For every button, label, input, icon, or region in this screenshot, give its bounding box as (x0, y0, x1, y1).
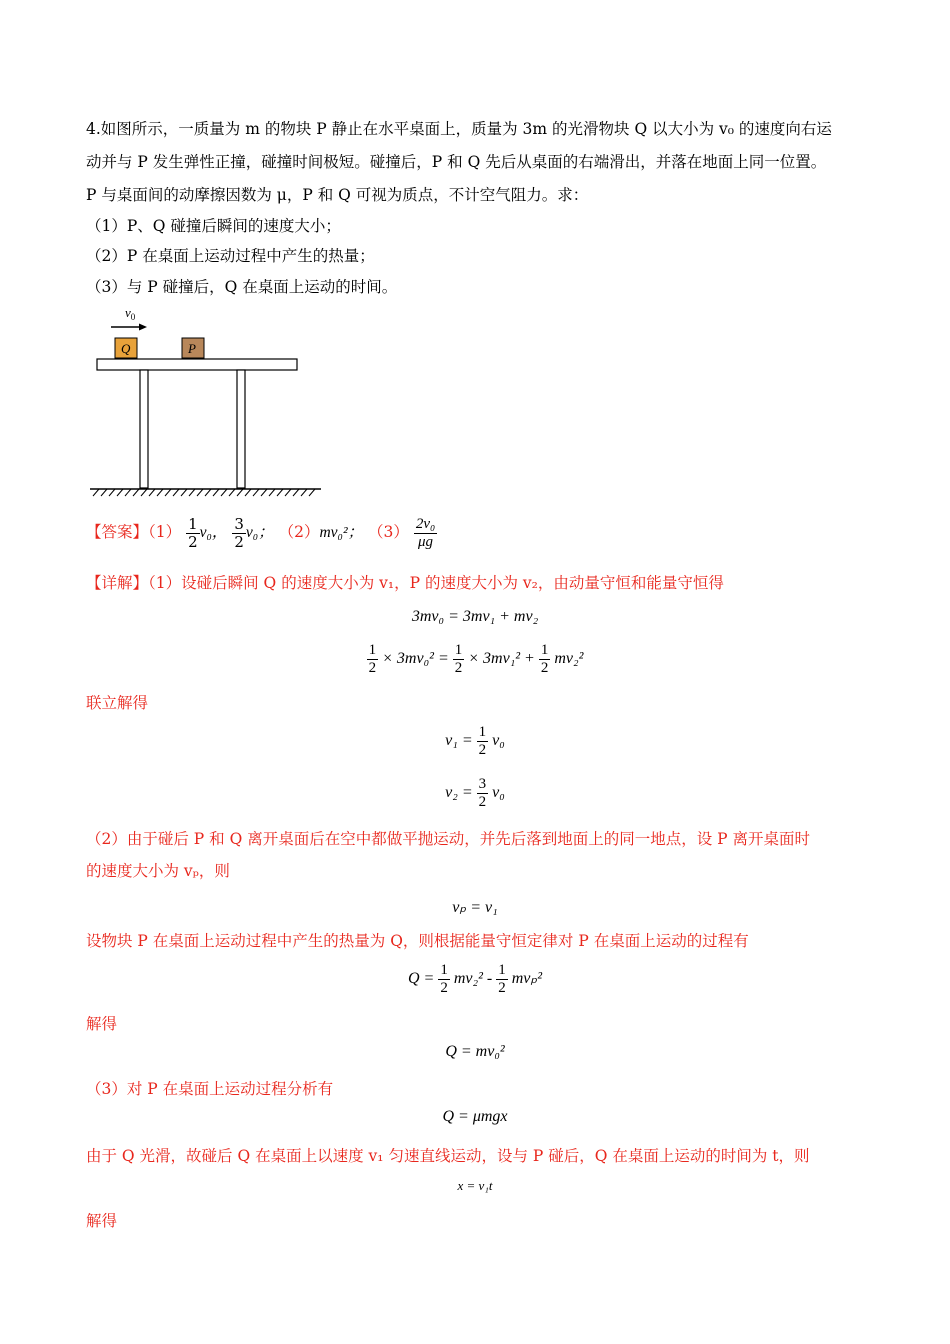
problem-figure (85, 300, 330, 500)
ground-hatching (93, 489, 315, 496)
problem-line-2: 动并与 P 发生弹性正撞，碰撞时间极短。碰撞后，P 和 Q 先后从桌面的右端滑出，并落在地面上同一位置。 (86, 153, 827, 171)
detail-step-1 (86, 572, 724, 594)
table-leg-right (237, 370, 245, 488)
equation-energy: $\frac{1}{2}$ × 3mv₀² = $\frac{1}{2}$ × 3mv₁² + $\frac{1}{2}$ mv₂² (368, 642, 584, 676)
detail-step-2a: （2）由于碰后 P 和 Q 离开桌面后在空中都做平抛运动，并先后落到地面上的同一地点，设 P 离开桌面时 (86, 830, 810, 848)
equation-heat: Q = $\frac{1}{2}$ mv₂² - $\frac{1}{2}$ mvₚ² (407, 962, 542, 996)
table-top (97, 359, 297, 370)
answer-fraction-3: $\frac{\text{2v₀}}{\mu g}$ (415, 515, 436, 550)
answer-fraction-1: $\frac{1}{2}$ (188, 514, 198, 551)
detail-solve-2: 解得 (86, 1212, 118, 1230)
detail-step-3: （3）对 P 在桌面上运动过程分析有 (86, 1080, 334, 1098)
answer-line (86, 512, 437, 553)
detail-step-3b: 由于 Q 光滑，故碰后 Q 在桌面上以速度 v₁ 匀速直线运动，设与 P 碰后，Q 在桌面上运动的时间为 t，则 (86, 1147, 810, 1165)
question-3: （3）与 P 碰撞后，Q 在桌面上运动的时间。 (86, 278, 398, 296)
answer-part-1: （1） (148, 523, 182, 541)
velocity-arrowhead (139, 324, 147, 331)
equation-distance: x = v₁t (457, 1178, 493, 1193)
answer-part-2: （2） (278, 523, 320, 541)
equation-v1: v₁ = $\frac{1}{2}$ v₀ (445, 724, 505, 758)
equation-friction: Q = μmgx (442, 1108, 508, 1125)
question-2: （2）P 在桌面上运动过程中产生的热量； (86, 247, 375, 265)
equation-momentum: 3mv₀ = 3mv₁ + mv₂ (411, 608, 539, 625)
detail-step-1-text: （1）设碰后瞬间 Q 的速度大小为 v₁，P 的速度大小为 v₂，由动量守恒和能量守恒得 (148, 574, 724, 592)
answer-v0-1: v₀， (199, 524, 228, 541)
equation-v2: v₂ = $\frac{3}{2}$ v₀ (445, 776, 505, 810)
detail-tag: 【详解】 (86, 574, 149, 592)
block-q-label: Q (121, 341, 131, 356)
equation-heat-result: Q = mv₀² (445, 1043, 505, 1060)
answer-v0-2: v₀； (245, 524, 274, 541)
detail-joint: 联立解得 (86, 694, 149, 712)
problem-line-3: P 与桌面间的动摩擦因数为 μ，P 和 Q 可视为质点，不计空气阻力。求： (86, 186, 589, 204)
table-leg-left (140, 370, 148, 488)
answer-tag: 【答案】 (86, 523, 149, 541)
problem-line-1: 4.如图所示，一质量为 m 的物块 P 静止在水平桌面上，质量为 3m 的光滑物块 Q 以大小为 v₀ 的速度向右运 (86, 120, 832, 138)
question-1: （1）P、Q 碰撞后瞬间的速度大小； (86, 217, 341, 235)
detail-solve-1: 解得 (86, 1015, 118, 1033)
answer-2: mv₀²； (319, 524, 364, 541)
equation-vp: vₚ = v₁ (452, 899, 498, 916)
detail-step-2c: 设物块 P 在桌面上运动过程中产生的热量为 Q，则根据能量守恒定律对 P 在桌面上运动的过程有 (86, 932, 749, 950)
detail-step-2b: 的速度大小为 vₚ，则 (86, 862, 230, 880)
answer-part-3: （3） (368, 523, 409, 541)
velocity-label: $v_0$ (125, 305, 136, 322)
block-p-label: P (188, 341, 196, 356)
answer-fraction-2: $\frac{3}{2}$ (234, 514, 244, 551)
